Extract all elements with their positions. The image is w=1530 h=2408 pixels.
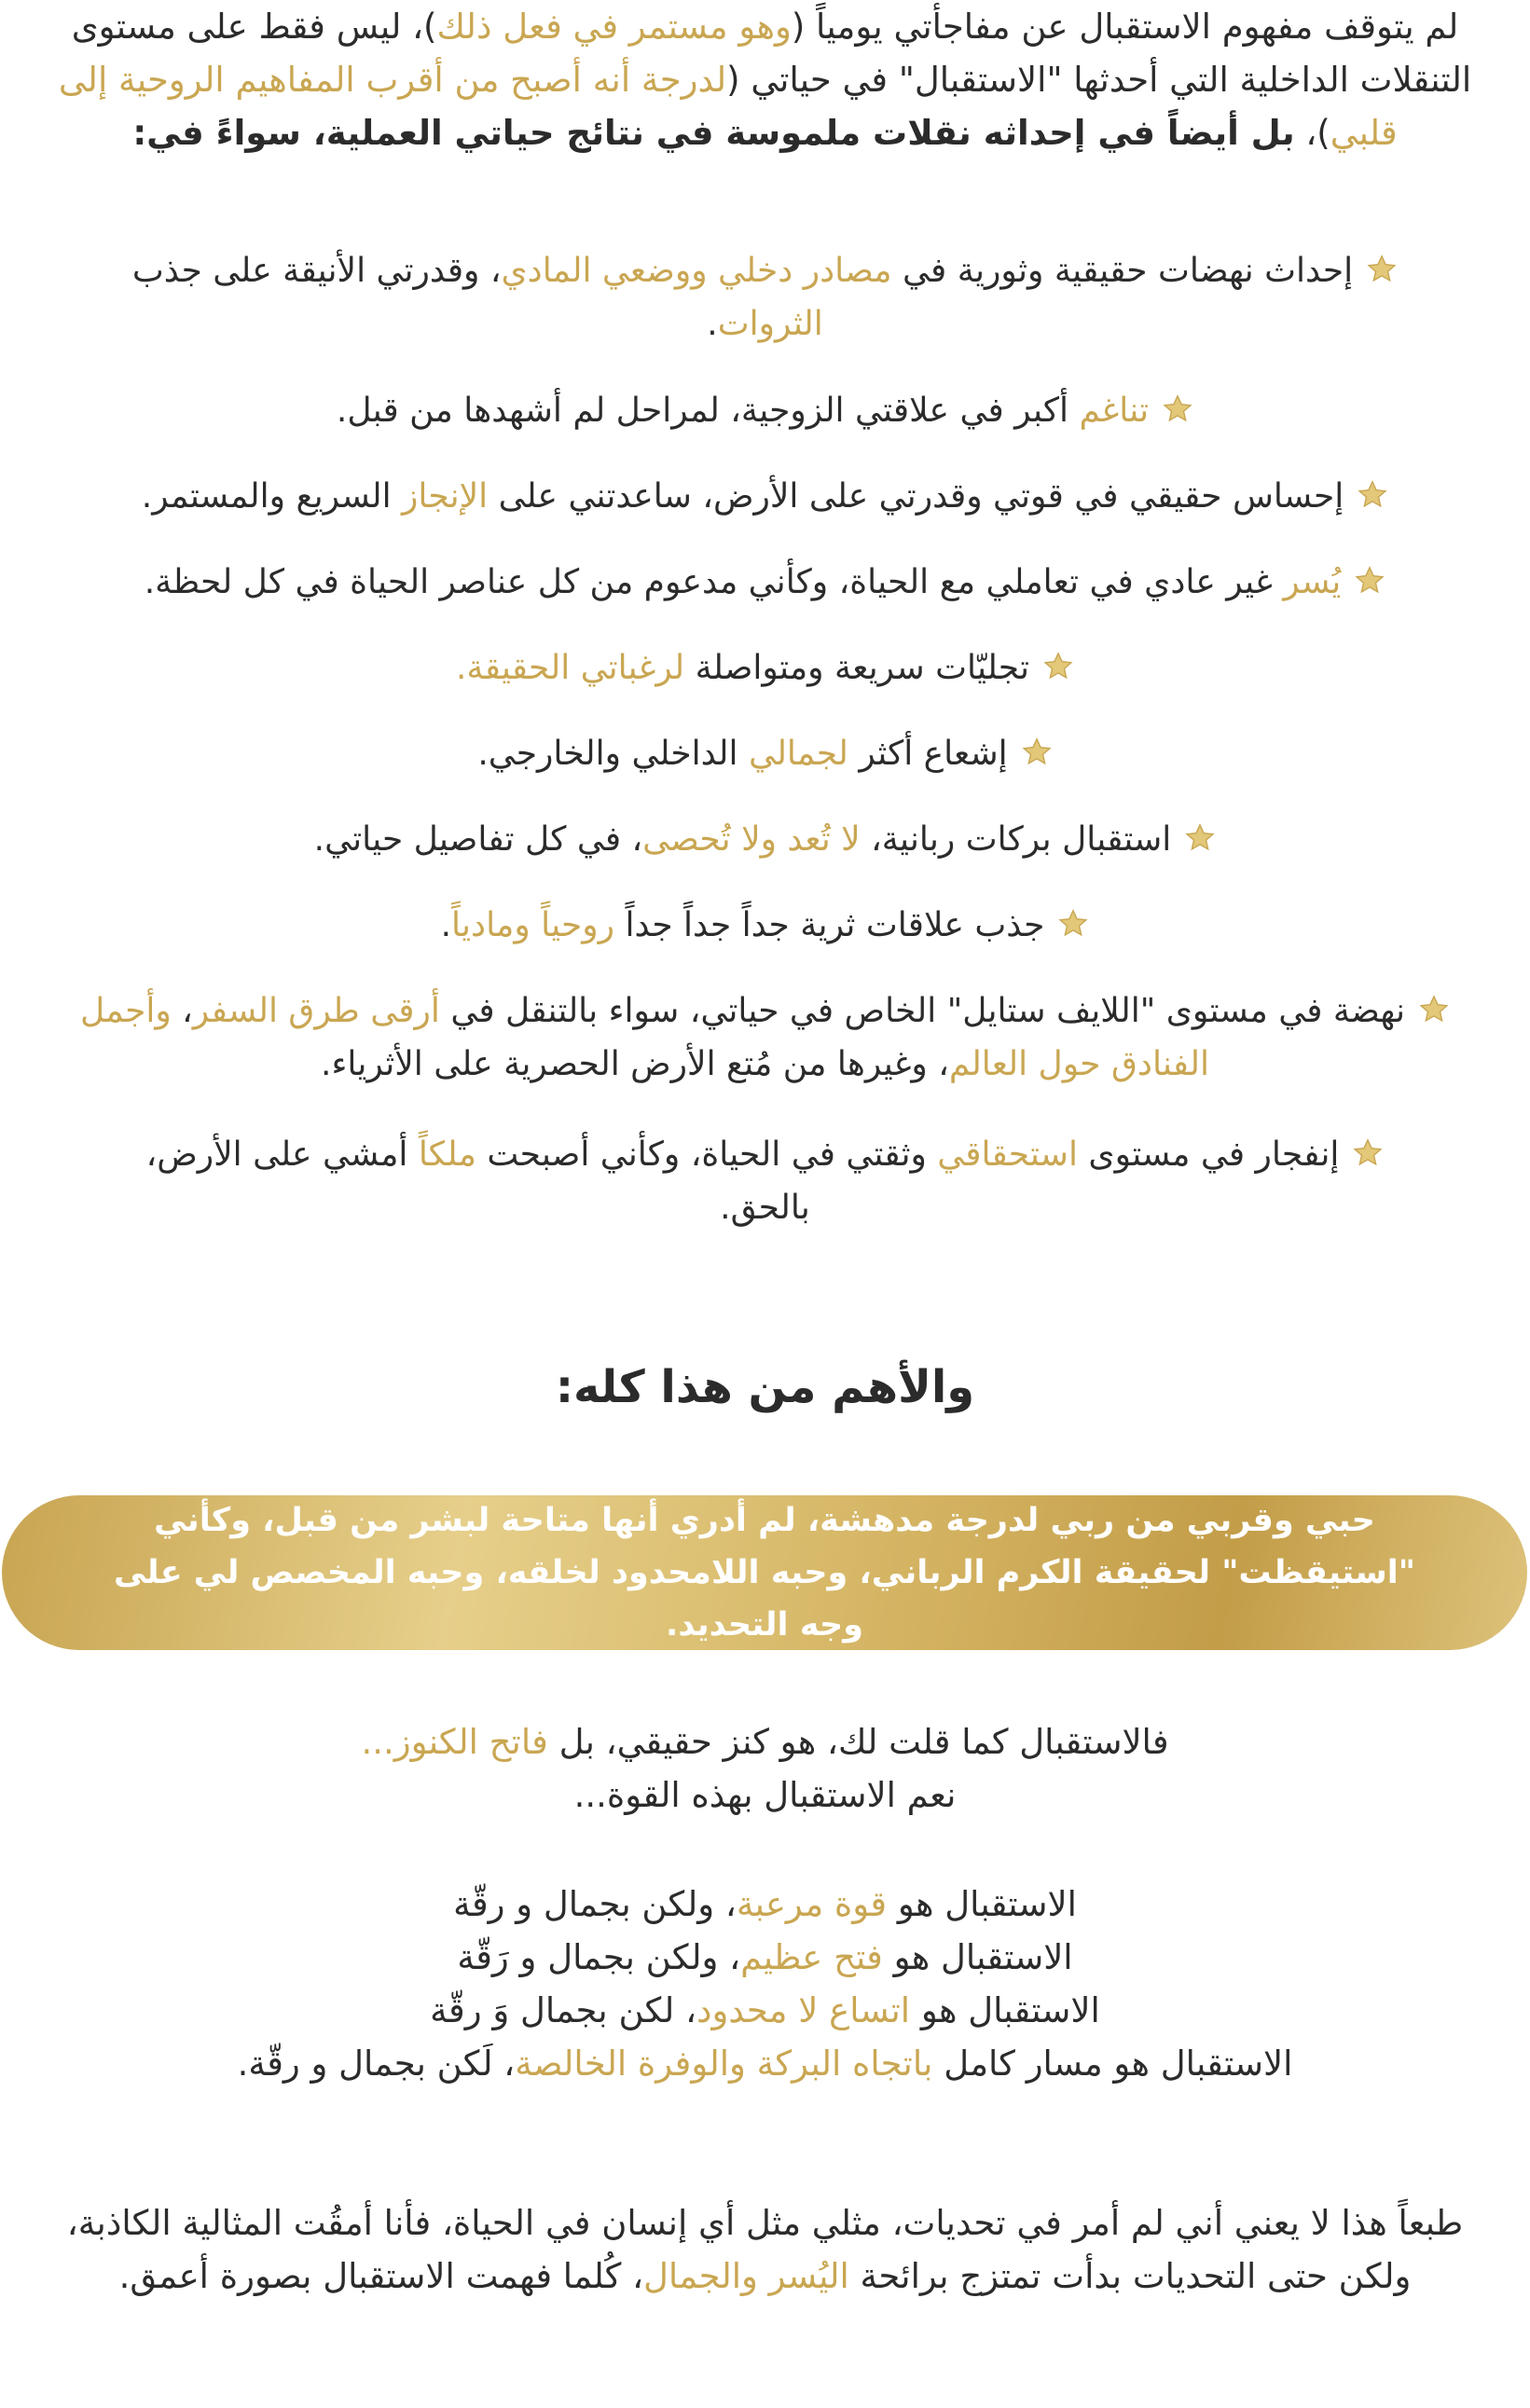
star-icon (1021, 736, 1053, 768)
benefit-item: استقبال بركات ربانية، لا تُعد ولا تُحصى، في كل تفاصيل حياتي. (0, 813, 1530, 866)
benefit-item: نهضة في مستوى "اللايف ستايل" الخاص في حياتي، سواء بالتنقل في أرقى طرق السفر، وأجمل الفنادق حول العالم، وغيرها من مُتع الأرض الحصرية على الأثرياء. (0, 984, 1530, 1091)
benefit-item: تناغم أكبر في علاقتي الزوجية، لمراحل لم أشهدها من قبل. (0, 384, 1530, 437)
closing-line: طبعاً هذا لا يعني أني لم أمر في تحديات، مثلي مثل أي إنسان في الحياة، فأنا أمقُت المثالية الكاذبة، (66, 2203, 1464, 2243)
intro-highlight: وهو مستمر في فعل ذلك (436, 7, 792, 47)
banner-text: حبي وقربي من ربي لدرجة مدهشة، لم أدري أنها متاحة لبشر من قبل، وكأني "استيقظت" لحقيقة الكرم الرباني، وحبه اللامحدود لخلقه، وحبه المخصص لي على وجه التحديد. (114, 1502, 1415, 1644)
benefit-item: يُسر غير عادي في تعاملي مع الحياة، وكأني مدعوم من كل عناصر الحياة في كل لحظة. (0, 556, 1530, 609)
star-icon (1162, 393, 1193, 425)
treasure-paragraph (28, 1715, 1502, 1822)
benefit-item: إشعاع أكثر لجمالي الداخلي والخارجي. (0, 727, 1530, 780)
star-icon (1042, 651, 1074, 682)
benefit-item: إحداث نهضات حقيقية وثورية في مصادر دخلي ووضعي المادي، وقدرتي الأنيقة على جذب الثروات. (0, 244, 1530, 351)
intro-paragraph (28, 0, 1502, 159)
reception-line: الاستقبال هو مسار كامل باتجاه البركة والوفرة الخالصة، لَكن بجمال و رقّة. (237, 2043, 1293, 2084)
star-icon (1057, 908, 1089, 940)
star-icon (1352, 1137, 1384, 1169)
reception-line: الاستقبال هو قوة مرعبة، ولكن بجمال و رقّة (453, 1884, 1077, 1924)
intro-bold: بل أيضاً في إحداثه نقلات ملموسة في نتائج حياتي العملية، سواءً في: (132, 113, 1295, 153)
intro-text: )، (1294, 113, 1330, 153)
star-icon (1418, 994, 1450, 1025)
reception-line: الاستقبال هو اتساع لا محدود، لكن بجمال وَ رقّة (430, 1990, 1100, 2030)
benefit-item: إنفجار في مستوى استحقاقي وثقتي في الحياة، وكأني أصبحت ملكاً أمشي على الأرض، بالحق. (0, 1128, 1530, 1234)
reception-line: الاستقبال هو فتح عظيم، ولكن بجمال و رَقّة (457, 1937, 1073, 1977)
intro-highlight: لدرجة أنه أصبح من أقرب المفاهيم الروحية إلى قلبي (58, 60, 1398, 153)
star-icon (1366, 254, 1398, 285)
closing-line: ولكن حتى التحديات بدأت تمتزج برائحة اليُسر والجمال، كُلما فهمت الاستقبال بصورة أعمق. (118, 2256, 1412, 2296)
benefit-item: إحساس حقيقي في قوتي وقدرتي على الأرض، ساعدتني على الإنجاز السريع والمستمر. (0, 470, 1530, 523)
star-icon (1354, 565, 1385, 597)
star-icon (1184, 822, 1216, 854)
intro-text: لم يتوقف مفهوم الاستقبال عن مفاجأتي يومياً ( (791, 7, 1459, 47)
reception-list (28, 1878, 1502, 2090)
treasure-line: فالاستقبال كما قلت لك، هو كنز حقيقي، بل فاتح الكنوز... (361, 1722, 1169, 1762)
section-heading: والأهم من هذا كله: (555, 1361, 975, 1413)
closing-paragraph (28, 2196, 1502, 2303)
treasure-line: نعم الاستقبال بهذه القوة... (573, 1775, 957, 1815)
benefit-item: تجليّات سريعة ومتواصلة لرغباتي الحقيقة. (0, 641, 1530, 695)
star-icon (1357, 479, 1388, 511)
highlight-banner (2, 1495, 1527, 1650)
intro-text: )، ليس فقط على مستوى التنقلات الداخلية التي أحدثها "الاستقبال" في حياتي ( (71, 7, 1472, 100)
benefit-item: جذب علاقات ثرية جداً جداً جداً روحياً ومادياً. (0, 899, 1530, 952)
